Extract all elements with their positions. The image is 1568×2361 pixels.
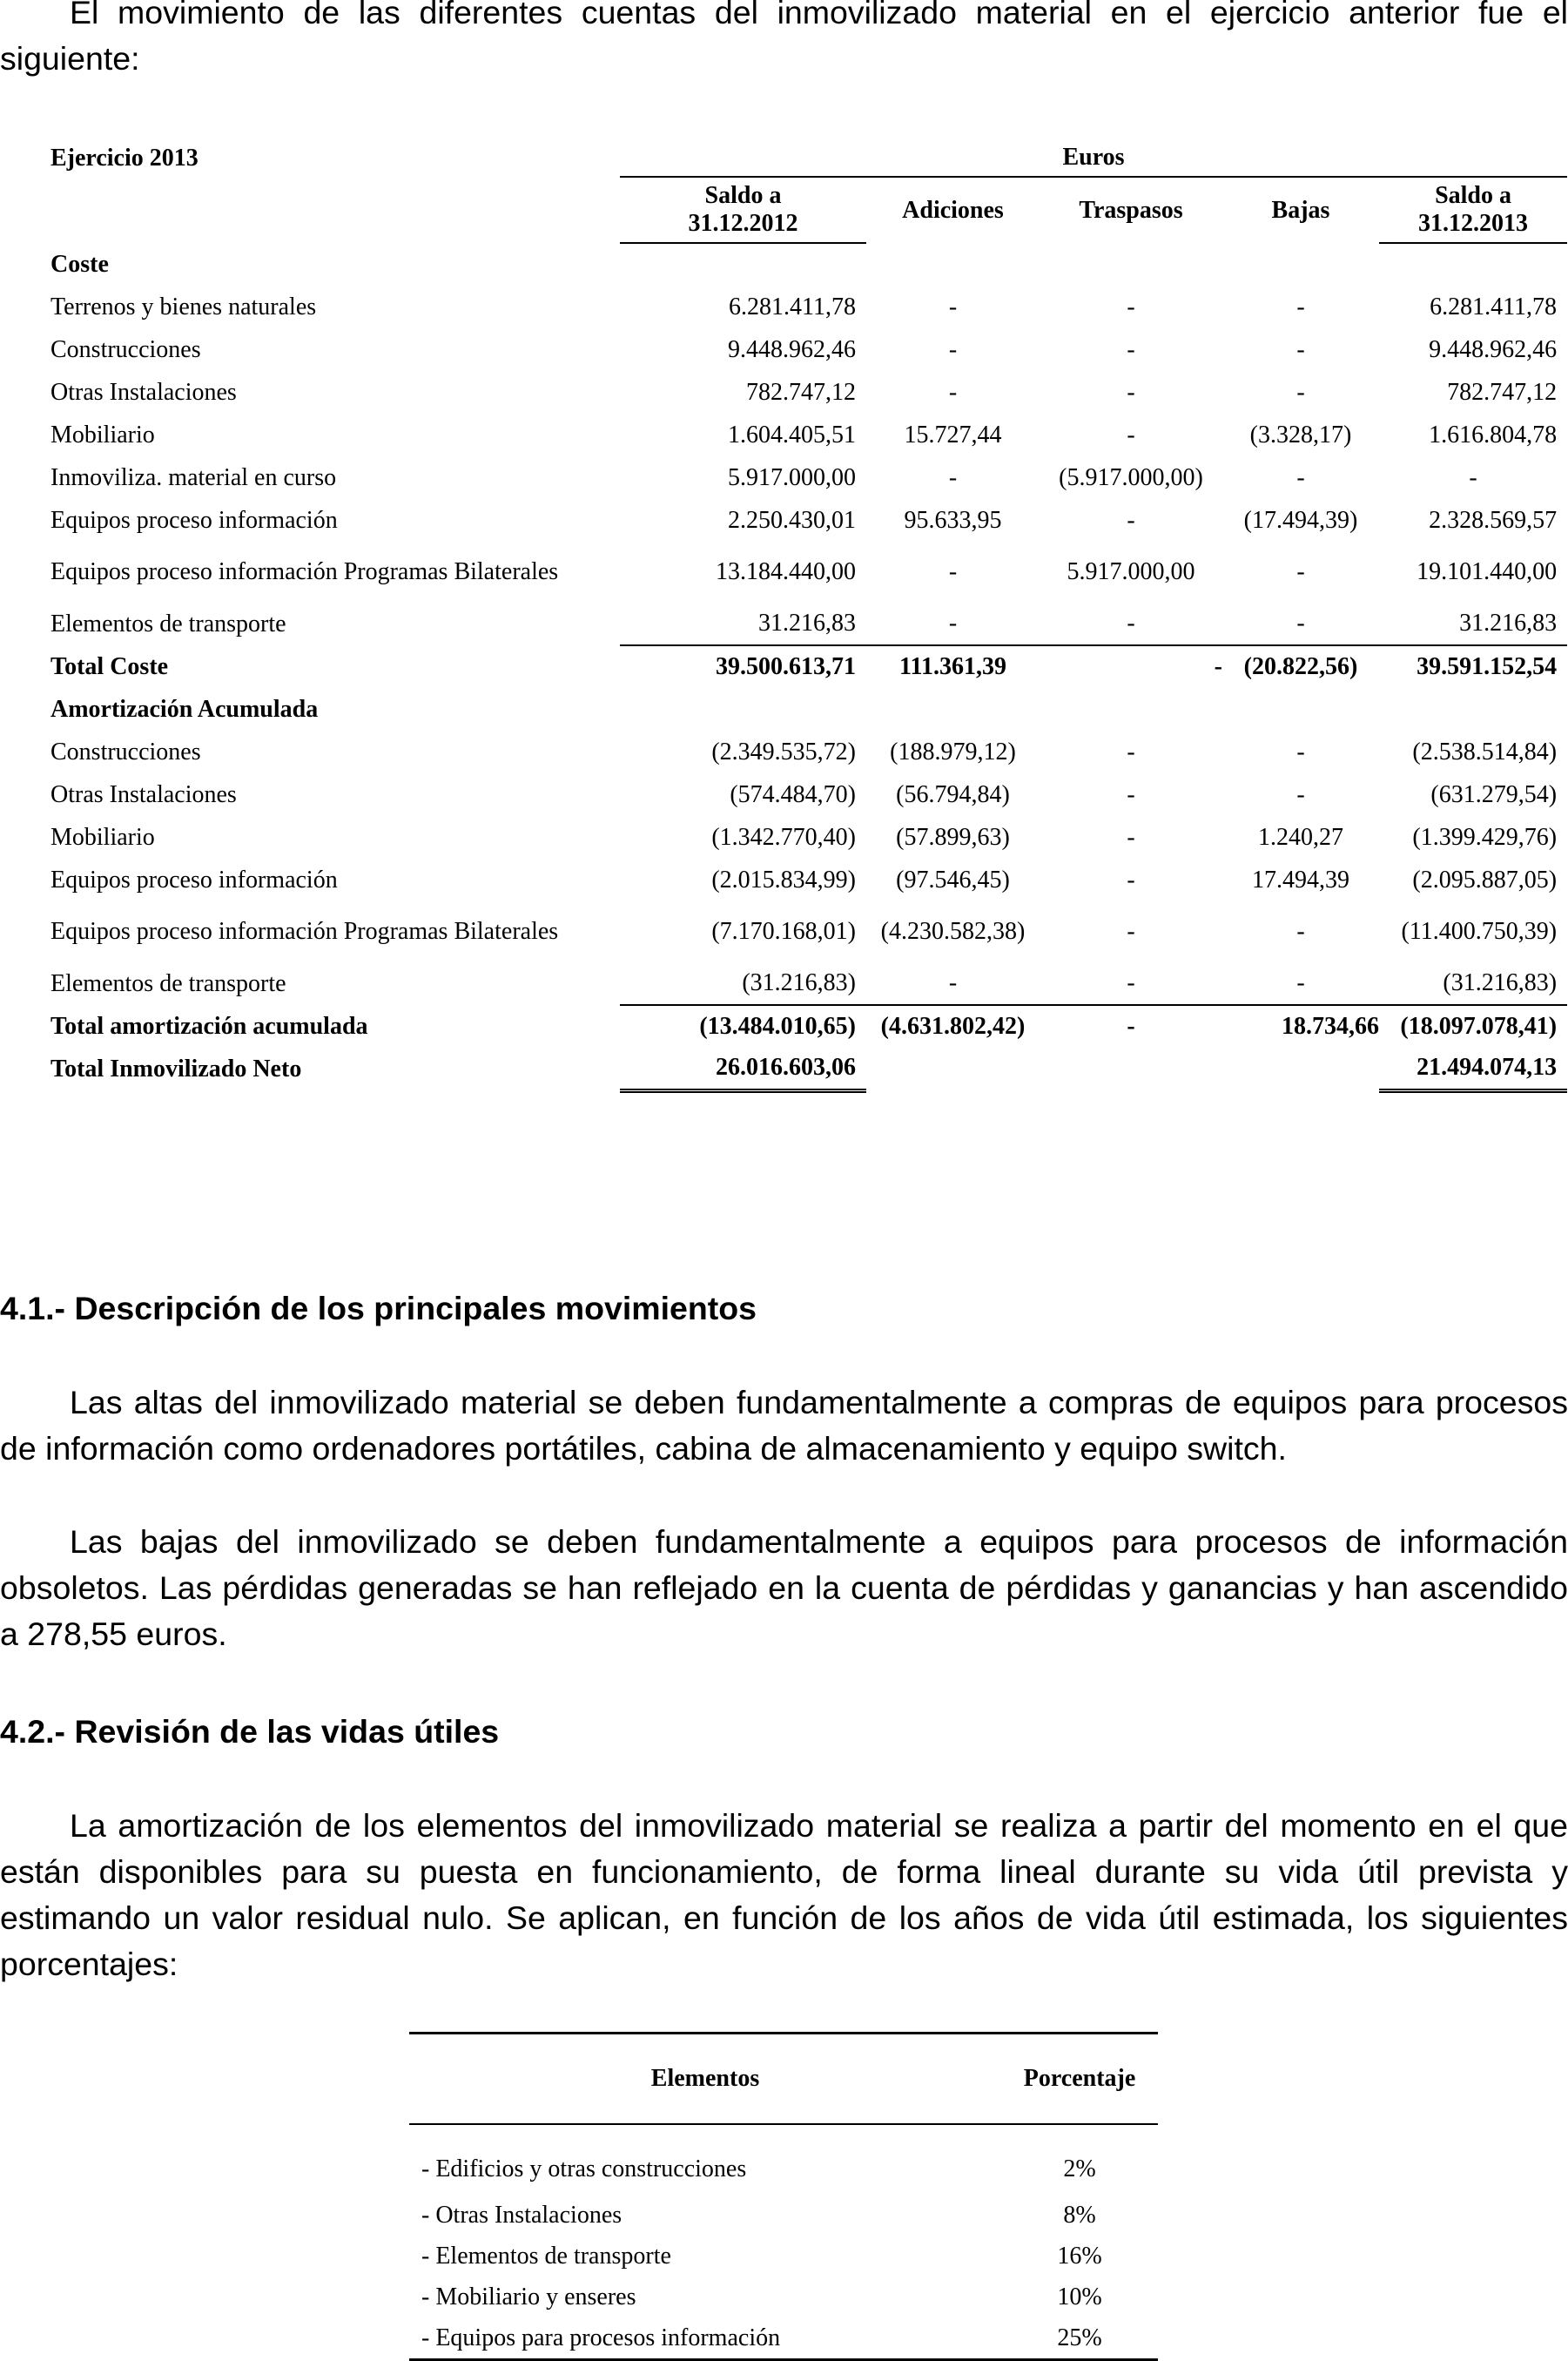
row-label: Elementos de transporte	[50, 610, 286, 637]
cell-value: -	[1296, 335, 1305, 363]
column-header: Adiciones	[902, 196, 1004, 224]
cell-value: 782.747,12	[746, 378, 856, 406]
cell-value: (1.399.429,76)	[1412, 823, 1558, 851]
element-label: - Elementos de transporte	[421, 2242, 671, 2270]
cell-value: -	[1469, 463, 1477, 491]
element-percent: 10%	[1057, 2283, 1102, 2310]
row-label: Equipos proceso información	[50, 506, 338, 534]
cell-value: -	[1296, 969, 1305, 996]
table-row-total-cost: Total Coste 39.500.613,71 111.361,39 - (20.822,56) 39.591.152,54	[50, 645, 1567, 688]
cell-value: (5.917.000,00)	[1059, 463, 1203, 491]
row-label: Elementos de transporte	[50, 969, 286, 997]
cell-value: 5.917.000,00	[728, 463, 856, 491]
cell-value: -	[948, 378, 958, 406]
cell-value: -	[1296, 610, 1305, 637]
cell-value: 1.240,27	[1258, 823, 1343, 851]
row-label: Equipos proceso información	[50, 866, 338, 894]
cell-value: -	[1296, 378, 1305, 406]
table-row	[50, 773, 1567, 816]
table-row	[50, 859, 1567, 901]
cell-value: 1.604.405,51	[728, 421, 856, 449]
column-header-percent: Porcentaje	[1001, 2034, 1158, 2125]
row-label: Construcciones	[50, 335, 201, 363]
cell-value: -	[1296, 918, 1305, 945]
row-label: Equipos proceso información Programas Bilaterales	[50, 918, 559, 945]
intro-text: El movimiento de las diferentes cuentas del inmovilizado material en el ejercicio anterior fue el siguiente:	[0, 0, 1568, 77]
table-row	[409, 2317, 1158, 2360]
cell-value: (11.400.750,39)	[1401, 918, 1558, 945]
row-label: Otras Instalaciones	[50, 378, 237, 406]
cell-value: (17.494,39)	[1243, 506, 1358, 534]
cell-value: 2.250.430,01	[728, 506, 856, 534]
cell-value: (4.230.582,38)	[880, 918, 1026, 945]
table-row	[50, 542, 1567, 603]
cell-value: 95.633,95	[904, 506, 1002, 534]
cell-value: -	[1127, 866, 1135, 894]
cell-value: 1.616.804,78	[1429, 421, 1558, 449]
cell-value: (188.979,12)	[890, 738, 1016, 766]
row-label: Inmoviliza. material en curso	[50, 463, 337, 491]
amortization-rows	[50, 731, 1567, 1005]
depreciation-percent-table	[409, 2032, 1158, 2361]
column-header-elements: Elementos	[409, 2034, 1001, 2125]
cell-value: -	[1127, 610, 1135, 637]
row-label: Equipos proceso información Programas Bilaterales	[50, 558, 559, 585]
cell-value: (2.015.834,99)	[711, 866, 856, 894]
cell-value: (7.170.168,01)	[711, 918, 856, 945]
table-row	[409, 2195, 1158, 2236]
table-row	[50, 499, 1567, 542]
element-label: - Edificios y otras construcciones	[421, 2155, 747, 2182]
cell-value: (574.484,70)	[730, 780, 856, 808]
section-41-paragraph-2: Las bajas del inmovilizado se deben fundamentalmente a equipos para procesos de información obsoletos. Las pérdidas generadas se han reflejado en la cuenta de pérdidas y ganancias y han ascendido a 278,55 euros.	[0, 1523, 1568, 1652]
section-label-cost: Coste	[50, 251, 109, 278]
cell-value: -	[948, 969, 958, 996]
cell-value: (2.095.887,05)	[1412, 866, 1558, 894]
row-label: Construcciones	[50, 738, 201, 766]
table-row-total-amortization: Total amortización acumulada (13.484.010,65) (4.631.802,42) - 18.734,66 (18.097.078,41)	[50, 1005, 1567, 1048]
intro-paragraph	[0, 0, 1568, 82]
cell-value: -	[948, 463, 958, 491]
cell-value: -	[1127, 738, 1135, 766]
element-percent: 25%	[1001, 2317, 1158, 2360]
cell-value: -	[1296, 293, 1305, 320]
cell-value: -	[1296, 738, 1305, 766]
table-row-total-net: Total Inmovilizado Neto 26.016.603,06 21.494.074,13	[50, 1048, 1567, 1090]
section-42-paragraph-1: La amortización de los elementos del inmovilizado material se realiza a partir del momento en el que están disponibles para su puesta en funcionamiento, de forma lineal durante su vida útil prevista y estimando un valor residual nulo. Se aplican, en función de los años de vida útil estimada, los siguientes porcentajes:	[0, 1807, 1568, 1982]
column-header: Saldo a 31.12.2013	[1379, 177, 1567, 243]
table-row	[50, 371, 1567, 414]
cell-value: (57.899,63)	[896, 823, 1010, 851]
cell-value: -	[1296, 558, 1305, 585]
cell-value: 782.747,12	[1447, 378, 1558, 406]
cell-value: (631.279,54)	[1430, 780, 1558, 808]
cell-value: -	[1127, 780, 1135, 808]
cell-value: -	[1127, 969, 1135, 996]
cell-value: -	[948, 293, 958, 320]
section-label-amortization: Amortización Acumulada	[50, 695, 319, 723]
cell-value: -	[1127, 335, 1135, 363]
column-header: Traspasos	[1079, 196, 1183, 224]
currency-label: Euros	[620, 139, 1567, 177]
cell-value: -	[1127, 506, 1135, 534]
cell-value: (2.538.514,84)	[1412, 738, 1558, 766]
cell-value: 31.216,83	[620, 603, 866, 645]
cell-value: 2.328.569,57	[1429, 506, 1558, 534]
section-41-title: 4.1.- Descripción de los principales movimientos	[0, 1290, 757, 1326]
cell-value: 31.216,83	[1379, 603, 1567, 645]
element-label: - Mobiliario y enseres	[421, 2283, 636, 2310]
cell-value: -	[948, 335, 958, 363]
cell-value: (97.546,45)	[896, 866, 1010, 894]
table-row	[409, 2124, 1158, 2195]
cell-value: (31.216,83)	[620, 962, 866, 1005]
row-label: Otras Instalaciones	[50, 780, 237, 808]
table-row	[50, 414, 1567, 456]
cell-value: -	[1127, 293, 1135, 320]
cell-value: -	[1127, 421, 1135, 449]
element-label: - Otras Instalaciones	[421, 2201, 622, 2229]
year-label: Ejercicio 2013	[50, 144, 199, 172]
element-percent: 2%	[1063, 2155, 1096, 2182]
fixed-assets-movement-table	[50, 139, 1558, 1093]
cell-value: -	[1127, 378, 1135, 406]
cell-value: 9.448.962,46	[728, 335, 856, 363]
cell-value: 17.494,39	[1252, 866, 1349, 894]
table-row	[50, 731, 1567, 773]
cell-value: -	[1296, 780, 1305, 808]
cell-value: 5.917.000,00	[1067, 558, 1195, 585]
table-row	[50, 456, 1567, 499]
row-label: Mobiliario	[50, 421, 155, 449]
table-row	[50, 901, 1567, 962]
cell-value: (1.342.770,40)	[711, 823, 856, 851]
cell-value: 13.184.440,00	[716, 558, 856, 585]
cell-value: (2.349.535,72)	[711, 738, 856, 766]
cell-value: 19.101.440,00	[1417, 558, 1558, 585]
cell-value: -	[1127, 823, 1135, 851]
percent-rows	[409, 2124, 1158, 2360]
table-row	[50, 816, 1567, 859]
section-42-title: 4.2.- Revisión de las vidas útiles	[0, 1713, 500, 1750]
row-label: Terrenos y bienes naturales	[50, 293, 317, 320]
cost-rows	[50, 286, 1567, 645]
cell-value: 15.727,44	[904, 421, 1002, 449]
column-header: Saldo a 31.12.2012	[620, 177, 866, 243]
table-row	[409, 2277, 1158, 2317]
table-row	[50, 603, 1567, 645]
cell-value: (31.216,83)	[1379, 962, 1567, 1005]
section-41-paragraph-1: Las altas del inmovilizado material se deben fundamentalmente a compras de equipos para procesos de información como ordenadores portátiles, cabina de almacenamiento y equipo switch.	[0, 1384, 1568, 1467]
table-row	[50, 286, 1567, 328]
cell-value: 9.448.962,46	[1429, 335, 1558, 363]
element-percent: 16%	[1057, 2242, 1102, 2270]
table-row	[50, 328, 1567, 371]
element-percent: 8%	[1063, 2201, 1096, 2229]
cell-value: (56.794,84)	[896, 780, 1010, 808]
cell-value: 6.281.411,78	[729, 293, 856, 320]
row-label: Mobiliario	[50, 823, 155, 851]
element-label: - Equipos para procesos información	[409, 2317, 1001, 2360]
cell-value: -	[1127, 918, 1135, 945]
column-header: Bajas	[1271, 196, 1330, 224]
table-row	[409, 2236, 1158, 2277]
cell-value: 6.281.411,78	[1430, 293, 1558, 320]
cell-value: (3.328,17)	[1249, 421, 1352, 449]
cell-value: -	[948, 558, 958, 585]
cell-value: -	[948, 610, 958, 637]
cell-value: -	[1296, 463, 1305, 491]
table-row	[50, 962, 1567, 1005]
